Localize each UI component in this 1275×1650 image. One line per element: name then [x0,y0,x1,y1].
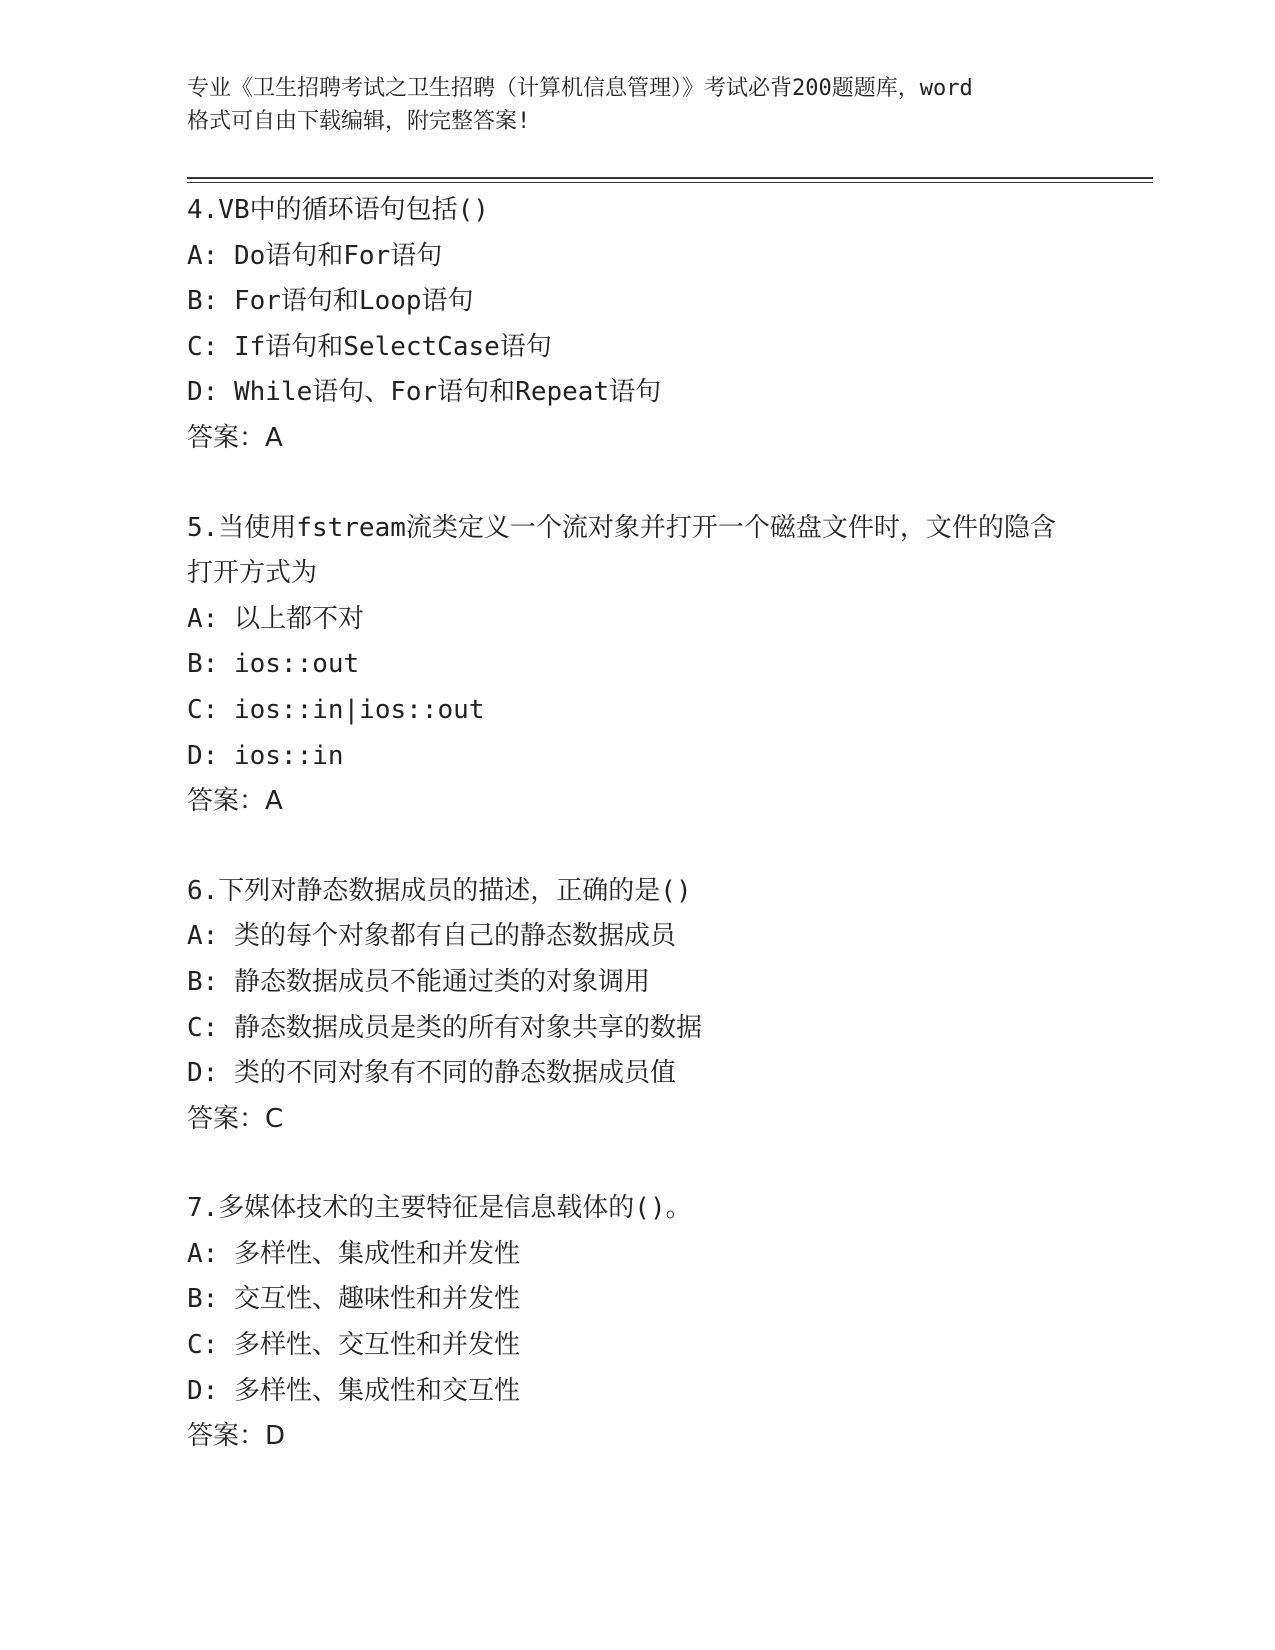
question-stem: 6.下列对静态数据成员的描述，正确的是() [187,875,692,906]
question-stem: 4.VB中的循环语句包括() [187,195,489,225]
option-c: C: 静态数据成员是类的所有对象共享的数据 [187,1012,702,1043]
option-a: A: Do语句和For语句 [187,240,443,271]
header-line-2: 格式可自由下载编辑，附完整答案! [187,109,531,134]
option-a: A: 类的每个对象都有自己的静态数据成员 [187,921,676,952]
document-header [187,72,1087,138]
question-list [187,188,1153,1504]
option-c: C: If语句和SelectCase语句 [187,331,552,362]
header-line-1: 专业《卫生招聘考试之卫生招聘（计算机信息管理）》考试必背200题题库，word [187,76,973,101]
question-stem: 7.多媒体技术的主要特征是信息载体的()。 [187,1193,692,1224]
option-d: D: ios::in [187,740,344,771]
header-divider-thin [187,182,1153,183]
question-6 [187,869,1153,1143]
option-c: C: ios::in|ios::out [187,694,485,725]
answer-label: 答案：A [187,422,283,453]
option-b: B: 静态数据成员不能通过类的对象调用 [187,966,650,997]
question-7 [187,1186,1153,1460]
header-divider [187,177,1153,179]
question-5 [187,506,1153,825]
question-stem: 5.当使用fstream流类定义一个流对象并打开一个磁盘文件时，文件的隐含打开方式为 [187,512,1056,589]
option-c: C: 多样性、交互性和并发性 [187,1330,520,1361]
answer-label: 答案：D [187,1421,286,1452]
option-d: D: While语句、For语句和Repeat语句 [187,377,662,408]
option-b: B: ios::out [187,649,360,680]
option-d: D: 多样性、集成性和交互性 [187,1375,520,1406]
option-b: B: 交互性、趣味性和并发性 [187,1284,520,1315]
answer-label: 答案：A [187,786,283,817]
question-4 [187,188,1153,462]
option-a: A: 以上都不对 [187,603,364,634]
option-b: B: For语句和Loop语句 [187,286,474,317]
option-d: D: 类的不同对象有不同的静态数据成员值 [187,1058,676,1089]
answer-label: 答案：C [187,1103,284,1134]
option-a: A: 多样性、集成性和并发性 [187,1238,520,1269]
